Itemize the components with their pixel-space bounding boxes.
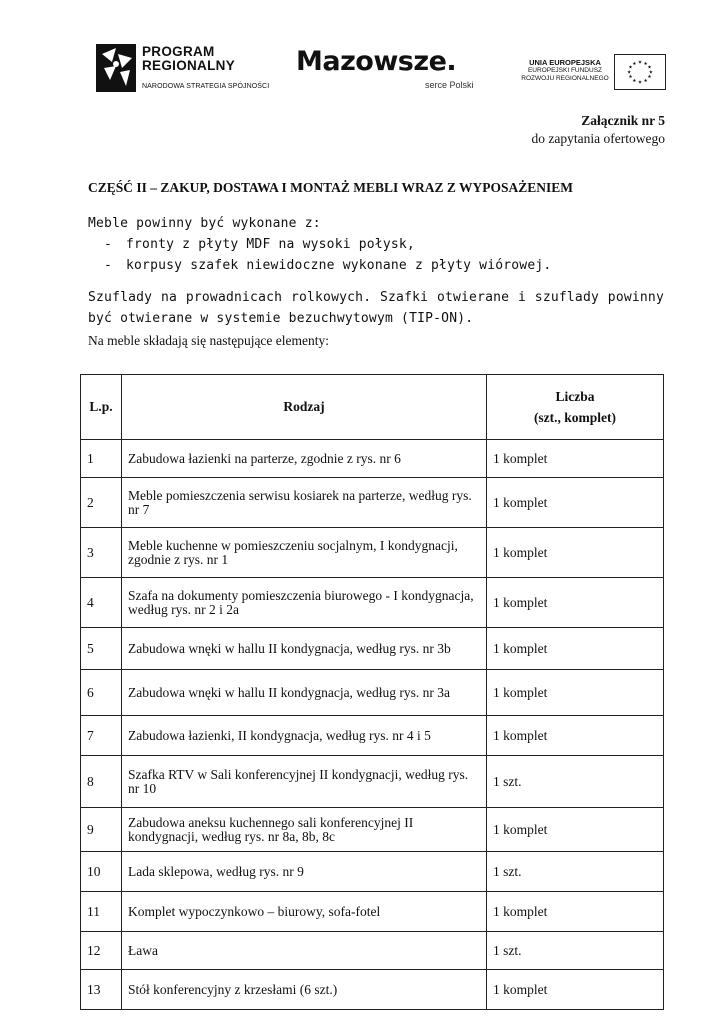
mazowsze-wordmark: Mazowsze. — [296, 46, 457, 77]
eu-logo — [518, 54, 670, 94]
table-row — [81, 628, 664, 670]
table-row — [81, 528, 664, 578]
header-lp: L.p. — [81, 375, 122, 440]
table-row — [81, 756, 664, 808]
svg-text:★: ★ — [637, 60, 643, 66]
row-count: 1 komplet — [487, 528, 664, 578]
table-row — [81, 932, 664, 970]
row-type: Lada sklepowa, według rys. nr 9 — [122, 852, 487, 892]
row-lp: 7 — [81, 716, 122, 756]
table-row — [81, 892, 664, 932]
row-count: 1 komplet — [487, 970, 664, 1010]
row-count: 1 szt. — [487, 852, 664, 892]
requirement-item: - korpusy szafek niewidoczne wykonane z płyty wiórowej. — [104, 258, 552, 273]
row-lp: 8 — [81, 756, 122, 808]
program-regionalny-title: PROGRAM REGIONALNY — [142, 44, 236, 73]
svg-text:★: ★ — [648, 70, 653, 76]
row-type: Szafka RTV w Sali konferencyjnej II kondygnacji, według rys. nr 10 — [122, 756, 487, 808]
row-count: 1 komplet — [487, 440, 664, 478]
table-row — [81, 670, 664, 716]
drawers-note: Szuflady na prowadnicach rolkowych. Szafki otwierane i szuflady powinny być otwierane w systemie bezuchwytowym (TIP-ON). — [88, 290, 664, 326]
program-regionalny-subtitle: NARODOWA STRATEGIA SPÓJNOŚCI — [142, 83, 270, 90]
table-row — [81, 970, 664, 1010]
svg-text:★: ★ — [647, 75, 652, 81]
furniture-table — [80, 374, 664, 1010]
row-lp: 13 — [81, 970, 122, 1010]
row-count: 1 komplet — [487, 578, 664, 628]
table-header-row — [81, 375, 664, 440]
row-lp: 11 — [81, 892, 122, 932]
eu-flag-icon — [614, 54, 666, 90]
row-count: 1 szt. — [487, 932, 664, 970]
svg-text:★: ★ — [628, 75, 633, 81]
elements-intro: Na meble składają się następujące elementy: — [88, 333, 330, 348]
svg-text:★: ★ — [627, 70, 632, 76]
row-count: 1 komplet — [487, 670, 664, 716]
row-type: Zabudowa łazienki na parterze, zgodnie z rys. nr 6 — [122, 440, 487, 478]
svg-text:★: ★ — [647, 65, 652, 71]
row-lp: 5 — [81, 628, 122, 670]
header-type: Rodzaj — [122, 375, 487, 440]
program-regionalny-emblem-icon — [96, 40, 138, 96]
table-row — [81, 852, 664, 892]
annex-header — [532, 112, 665, 148]
svg-text:★: ★ — [637, 80, 643, 86]
row-lp: 6 — [81, 670, 122, 716]
row-count: 1 szt. — [487, 756, 664, 808]
table-row — [81, 478, 664, 528]
annex-subtitle: do zapytania ofertowego — [531, 131, 665, 146]
requirement-item: - fronty z płyty MDF na wysoki połysk, — [104, 237, 415, 252]
row-lp: 9 — [81, 808, 122, 852]
row-type: Zabudowa wnęki w hallu II kondygnacja, według rys. nr 3a — [122, 670, 487, 716]
row-count: 1 komplet — [487, 716, 664, 756]
table-row — [81, 808, 664, 852]
row-type: Ława — [122, 932, 487, 970]
svg-text:★: ★ — [628, 65, 633, 71]
row-lp: 3 — [81, 528, 122, 578]
mazowsze-tagline: serce Polski — [425, 80, 474, 90]
row-count: 1 komplet — [487, 478, 664, 528]
table-row — [81, 440, 664, 478]
row-count: 1 komplet — [487, 892, 664, 932]
row-type: Zabudowa łazienki, II kondygnacja, według rys. nr 4 i 5 — [122, 716, 487, 756]
program-regionalny-logo — [96, 40, 296, 98]
row-lp: 1 — [81, 440, 122, 478]
row-lp: 12 — [81, 932, 122, 970]
section-title: CZĘŚĆ II – ZAKUP, DOSTAWA I MONTAŻ MEBLI WRAZ Z WYPOSAŻENIEM — [88, 180, 573, 195]
requirements-intro: Meble powinny być wykonane z: — [88, 216, 321, 231]
svg-text:★: ★ — [632, 61, 637, 67]
header-count: Liczba (szt., komplet) — [487, 375, 664, 440]
row-type: Komplet wypoczynkowo – biurowy, sofa-fotel — [122, 892, 487, 932]
mazowsze-logo — [296, 46, 486, 96]
svg-text:★: ★ — [643, 61, 648, 67]
row-count: 1 komplet — [487, 628, 664, 670]
row-type: Szafa na dokumenty pomieszczenia biurowego - I kondygnacja, według rys. nr 2 i 2a — [122, 578, 487, 628]
row-lp: 2 — [81, 478, 122, 528]
annex-title: Załącznik nr 5 — [581, 113, 665, 128]
svg-text:★: ★ — [643, 78, 648, 84]
row-type: Meble pomieszczenia serwisu kosiarek na parterze, według rys. nr 7 — [122, 478, 487, 528]
table-row — [81, 578, 664, 628]
row-type: Stół konferencyjny z krzesłami (6 szt.) — [122, 970, 487, 1010]
svg-text:★: ★ — [632, 78, 637, 84]
table-row — [81, 716, 664, 756]
row-type: Zabudowa wnęki w hallu II kondygnacja, według rys. nr 3b — [122, 628, 487, 670]
row-lp: 4 — [81, 578, 122, 628]
row-count: 1 komplet — [487, 808, 664, 852]
row-type: Zabudowa aneksu kuchennego sali konferencyjnej II kondygnacji, według rys. nr 8a, 8b, 8c — [122, 808, 487, 852]
eu-text: UNIA EUROPEJSKA EUROPEJSKI FUNDUSZ ROZWOJU REGIONALNEGO — [521, 58, 609, 82]
row-lp: 10 — [81, 852, 122, 892]
row-type: Meble kuchenne w pomieszczeniu socjalnym, I kondygnacji, zgodnie z rys. nr 1 — [122, 528, 487, 578]
